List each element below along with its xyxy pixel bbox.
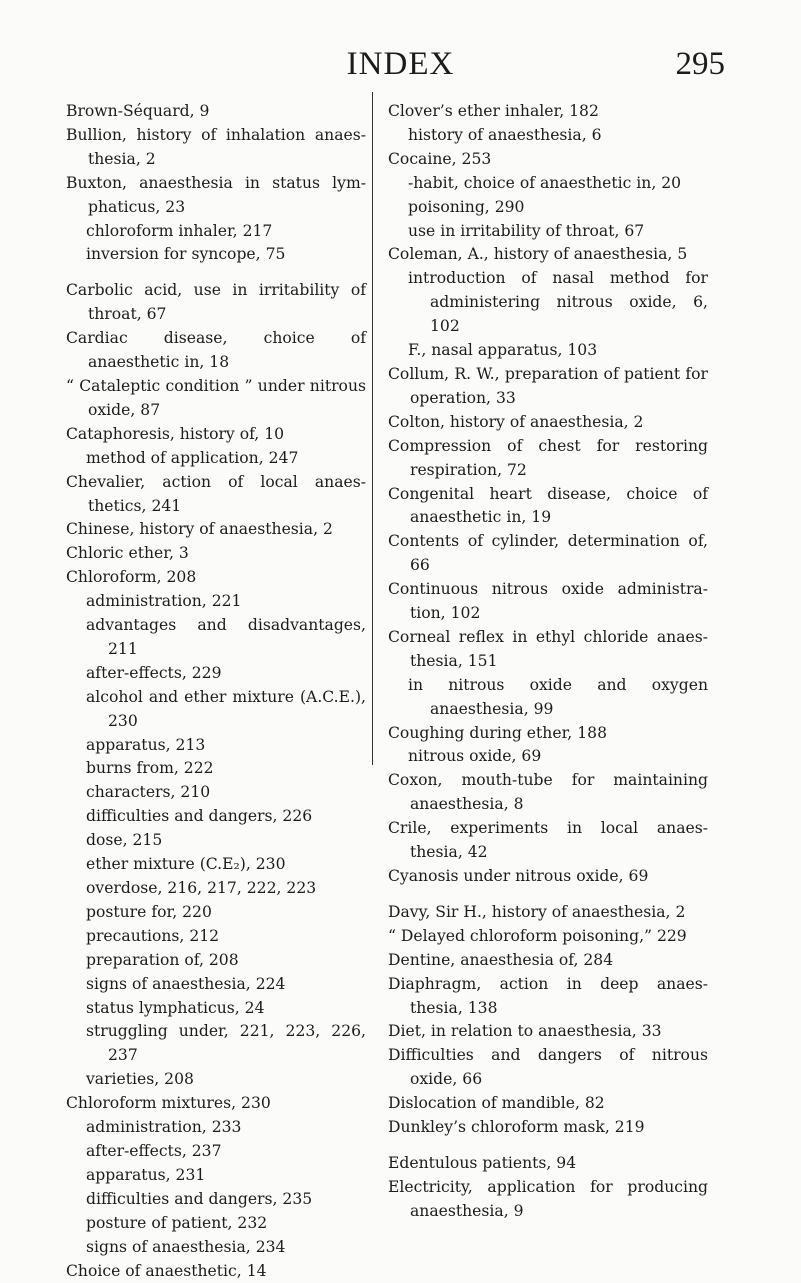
index-entry [388,722,708,746]
index-entry [388,1116,708,1140]
index-subentry [388,124,708,148]
index-entry-text: Edentulous patients, 94 [388,1152,708,1176]
index-subentry [66,1020,366,1068]
index-entry-text: characters, 210 [66,781,366,805]
index-entry-text: difficulties and dangers, 226 [66,805,366,829]
index-entry [66,279,366,327]
index-subentry [388,196,708,220]
index-entry-text: method of application, 247 [66,447,366,471]
index-entry-text: -habit, choice of anaesthetic in, 20 [388,172,708,196]
index-subentry [66,853,366,877]
index-entry [388,1020,708,1044]
index-entry-text: Cyanosis under nitrous oxide, 69 [388,865,708,889]
index-entry-text: Chloric ether, 3 [66,542,366,566]
index-entry [66,471,366,519]
index-entry [388,1044,708,1092]
index-entry-text: Dunkley’s chloroform mask, 219 [388,1116,708,1140]
index-entry-text: Contents of cylinder, determination of, 66 [388,530,708,578]
index-entry-text: Cataphoresis, history of, 10 [66,423,366,447]
index-entry [388,243,708,267]
column-divider [372,92,373,765]
index-subentry [388,674,708,722]
index-entry-text: Brown-Séquard, 9 [66,100,366,124]
page-header [0,44,801,84]
index-entry [66,423,366,447]
index-entry-text: Cocaine, 253 [388,148,708,172]
index-subentry [66,243,366,267]
index-column-right [388,100,708,1224]
index-entry-text: Bullion, history of inhalation anaes- thesia, 2 [66,124,366,172]
index-entry [388,148,708,172]
index-entry [388,973,708,1021]
index-entry [388,817,708,865]
index-entry-text: Diet, in relation to anaesthesia, 33 [388,1020,708,1044]
index-entry [388,901,708,925]
index-subentry [388,172,708,196]
index-subentry [66,925,366,949]
index-entry-text: advantages and disadvantages, 211 [66,614,366,662]
index-entry-text: history of anaesthesia, 6 [388,124,708,148]
index-subentry [388,220,708,244]
index-entry [388,530,708,578]
index-subentry [66,1236,366,1260]
index-entry-text: Chloroform mixtures, 230 [66,1092,366,1116]
index-subentry [66,1188,366,1212]
index-entry [66,518,366,542]
index-entry [66,542,366,566]
index-subentry [66,901,366,925]
index-entry-text: “ Cataleptic condition ” under nitrous oxide, 87 [66,375,366,423]
index-entry-text: Coxon, mouth-tube for maintaining anaesthesia, 8 [388,769,708,817]
index-subentry [66,447,366,471]
index-entry-text: posture for, 220 [66,901,366,925]
index-entry-text: inversion for syncope, 75 [66,243,366,267]
index-entry-text: chloroform inhaler, 217 [66,220,366,244]
index-entry-text: difficulties and dangers, 235 [66,1188,366,1212]
index-entry-text: administration, 221 [66,590,366,614]
index-entry-text: nitrous oxide, 69 [388,745,708,769]
index-entry-text: Difficulties and dangers of nitrous oxide, 66 [388,1044,708,1092]
index-entry-text: Dislocation of mandible, 82 [388,1092,708,1116]
index-subentry [66,829,366,853]
index-entry [66,124,366,172]
index-subentry [66,1212,366,1236]
index-entry-text: apparatus, 231 [66,1164,366,1188]
index-entry-text: precautions, 212 [66,925,366,949]
index-subentry [66,1068,366,1092]
index-entry [388,1176,708,1224]
index-subentry [388,745,708,769]
index-entry [66,100,366,124]
page-number: 295 [676,44,726,84]
index-subentry [66,757,366,781]
index-entry [388,949,708,973]
index-entry-text: Dentine, anaesthesia of, 284 [388,949,708,973]
index-entry-text: Crile, experiments in local anaes- thesia, 42 [388,817,708,865]
index-subentry [388,267,708,339]
index-entry-text: alcohol and ether mixture (A.C.E.), 230 [66,686,366,734]
page-title: INDEX [0,44,801,84]
index-entry [66,172,366,220]
index-entry-text: administration, 233 [66,1116,366,1140]
index-entry-text: Coleman, A., history of anaesthesia, 5 [388,243,708,267]
index-entry-text: posture of patient, 232 [66,1212,366,1236]
index-entry-text: Colton, history of anaesthesia, 2 [388,411,708,435]
index-entry-text: Continuous nitrous oxide administra- tion, 102 [388,578,708,626]
index-entry-text: use in irritability of throat, 67 [388,220,708,244]
index-entry [388,411,708,435]
index-subentry [66,686,366,734]
index-entry-text: Electricity, application for producing anaesthesia, 9 [388,1176,708,1224]
index-entry-text: overdose, 216, 217, 222, 223 [66,877,366,901]
index-entry-text: Carbolic acid, use in irritability of throat, 67 [66,279,366,327]
index-subentry [66,973,366,997]
index-entry-text: signs of anaesthesia, 224 [66,973,366,997]
index-entry [66,375,366,423]
index-subentry [66,1164,366,1188]
index-entry [388,363,708,411]
index-subentry [66,662,366,686]
index-entry-text: struggling under, 221, 223, 226, 237 [66,1020,366,1068]
index-subentry [66,590,366,614]
index-entry [388,1092,708,1116]
index-subentry [66,781,366,805]
index-entry-text: Compression of chest for restoring respiration, 72 [388,435,708,483]
index-entry-text: ether mixture (C.E₂), 230 [66,853,366,877]
index-entry [388,1152,708,1176]
index-subentry [66,734,366,758]
index-entry [388,578,708,626]
index-entry-text: in nitrous oxide and oxygen anaesthesia, 99 [388,674,708,722]
index-entry [66,327,366,375]
index-entry-text: burns from, 222 [66,757,366,781]
index-entry [388,435,708,483]
index-column-left [66,100,366,1283]
index-entry [388,769,708,817]
index-entry [66,566,366,590]
index-entry-text: Congenital heart disease, choice of anaesthetic in, 19 [388,483,708,531]
index-subentry [66,997,366,1021]
index-entry-text: Corneal reflex in ethyl chloride anaes- thesia, 151 [388,626,708,674]
index-entry-text: Davy, Sir H., history of anaesthesia, 2 [388,901,708,925]
index-entry [388,925,708,949]
index-entry [66,1260,366,1283]
index-entry-text: “ Delayed chloroform poisoning,” 229 [388,925,708,949]
index-entry-text: Clover’s ether inhaler, 182 [388,100,708,124]
index-entry-text: Coughing during ether, 188 [388,722,708,746]
index-subentry [66,220,366,244]
index-entry-text: F., nasal apparatus, 103 [388,339,708,363]
index-entry-text: preparation of, 208 [66,949,366,973]
index-entry [388,100,708,124]
index-entry [388,865,708,889]
index-entry-text: apparatus, 213 [66,734,366,758]
index-entry-text: Chinese, history of anaesthesia, 2 [66,518,366,542]
index-entry-text: status lymphaticus, 24 [66,997,366,1021]
index-entry-text: Collum, R. W., preparation of patient for operation, 33 [388,363,708,411]
index-subentry [66,949,366,973]
index-subentry [66,1116,366,1140]
index-subentry [388,339,708,363]
index-entry-text: introduction of nasal method for administering nitrous oxide, 6, 102 [388,267,708,339]
index-entry-text: Buxton, anaesthesia in status lym- phaticus, 23 [66,172,366,220]
index-entry-text: varieties, 208 [66,1068,366,1092]
index-entry-text: Chloroform, 208 [66,566,366,590]
index-subentry [66,877,366,901]
index-entry-text: after-effects, 229 [66,662,366,686]
index-subentry [66,614,366,662]
index-entry-text: poisoning, 290 [388,196,708,220]
index-entry [66,1092,366,1116]
index-entry-text: Choice of anaesthetic, 14 [66,1260,366,1283]
index-subentry [66,805,366,829]
index-entry-text: Diaphragm, action in deep anaes- thesia, 138 [388,973,708,1021]
index-entry-text: Chevalier, action of local anaes- thetics, 241 [66,471,366,519]
index-entry-text: after-effects, 237 [66,1140,366,1164]
index-entry-text: Cardiac disease, choice of anaesthetic in, 18 [66,327,366,375]
index-subentry [66,1140,366,1164]
index-entry-text: dose, 215 [66,829,366,853]
index-entry-text: signs of anaesthesia, 234 [66,1236,366,1260]
index-entry [388,483,708,531]
index-entry [388,626,708,674]
